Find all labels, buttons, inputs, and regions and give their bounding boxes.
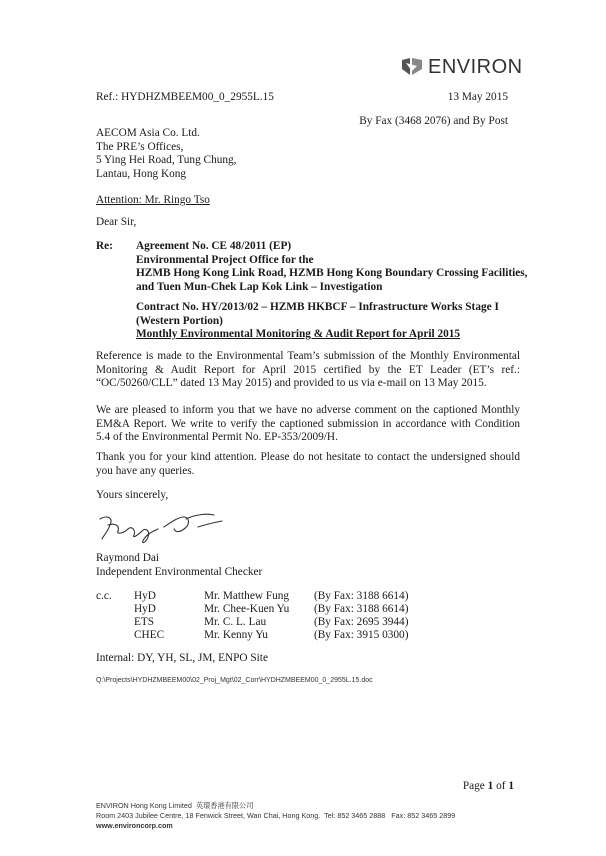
logo-text: ENVIRON (428, 55, 523, 78)
footer-company-cn: 英環香港有限公司 (195, 801, 254, 810)
footer-company: ENVIRON Hong Kong Limited (96, 801, 192, 810)
cc-fax: (By Fax: 3915 0300) (314, 629, 409, 641)
cc-org: ETS (134, 616, 155, 628)
letterhead-footer (96, 801, 455, 831)
footer-address: Room 2403 Jubilee Centre, 18 Fenwick Street, Wan Chai, Hong Kong. (96, 811, 321, 820)
salutation: Dear Sir, (96, 216, 137, 228)
cc-org: HyD (134, 603, 156, 615)
contract-subject: Monthly Environmental Monitoring & Audit Report for April 2015 (136, 328, 461, 340)
letter-date: 13 May 2015 (447, 91, 508, 103)
footer-website[interactable]: www.environcorp.com (96, 821, 173, 830)
re-label: Re: (96, 240, 113, 252)
signer-title: Independent Environmental Checker (96, 565, 263, 578)
address-line: 5 Ying Hei Road, Tung Chung, (96, 154, 237, 166)
page-label: Page (462, 780, 485, 792)
cc-name: Mr. C. L. Lau (204, 616, 267, 628)
signer-name: Raymond Dai (96, 552, 160, 564)
cc-org: CHEC (134, 629, 165, 641)
cc-fax: (By Fax: 2695 3944) (314, 616, 409, 628)
cc-name: Mr. Matthew Fung (204, 590, 290, 602)
subject-block (136, 240, 528, 294)
footer-tel: Tel: 852 3465 2888 (324, 811, 386, 820)
body-paragraph-2: We are pleased to inform you that we have no adverse comment on the captioned Monthly EM&A Report. We write to verify the captioned submission in accordance with Condition 5.4 of the Environmental Permit No. EP-353/2009/H. (96, 404, 520, 443)
cc-label: c.c. (96, 590, 112, 602)
signer-block (96, 552, 262, 579)
subject-line: and Tuen Mun-Chek Lap Kok Link – Investigation (136, 280, 383, 293)
address-line: The PRE’s Offices, (96, 140, 184, 153)
page-total: 1 (508, 780, 514, 792)
signature-image (94, 505, 234, 547)
delivery-method: By Fax (3468 2076) and By Post (359, 115, 508, 127)
footer-fax: Fax: 852 3465 2899 (391, 811, 456, 820)
body-paragraph-3: Thank you for your kind attention. Please do not hesitate to contact the undersigned should you have any queries. (96, 451, 520, 477)
subject-line: Environmental Project Office for the (136, 253, 314, 266)
attention-line: Attention: Mr. Ringo Tso (96, 194, 210, 206)
file-path: Q:\Projects\HYDHZMBEEM00\02_Proj_Mgt\02_Corr\HYDHZMBEEM00_0_2955L.15.doc (96, 677, 373, 684)
address-line: AECOM Asia Co. Ltd. (96, 127, 200, 139)
recipient-address (96, 127, 237, 181)
subject-line: HZMB Hong Kong Link Road, HZMB Hong Kong Boundary Crossing Facilities, (136, 267, 528, 279)
environ-logo-icon (400, 55, 424, 79)
cc-name: Mr. Kenny Yu (204, 629, 268, 641)
cc-name: Mr. Chee-Kuen Yu (204, 603, 290, 615)
page-number (463, 780, 514, 793)
cc-fax: (By Fax: 3188 6614) (314, 603, 409, 615)
reference-number: Ref.: HYDHZMBEEM00_0_2955L.15 (96, 91, 274, 103)
contract-line: Contract No. HY/2013/02 – HZMB HKBCF – Infrastructure Works Stage I (136, 301, 499, 313)
page-of: of (496, 780, 506, 792)
contract-line: (Western Portion) (136, 314, 223, 327)
cc-fax: (By Fax: 3188 6614) (314, 590, 409, 602)
page-current: 1 (487, 780, 494, 792)
company-logo (400, 55, 523, 79)
body-paragraph-1: Reference is made to the Environmental Team’s submission of the Monthly Environmental Monitoring & Audit Report for April 2015 certified by the ET Leader (ET’s ref.: “OC/50260/CLL” dated 13 May 2015) and provided to us via e-mail on 13 May 2015. (96, 350, 520, 389)
subject-line: Agreement No. CE 48/2011 (EP) (136, 240, 292, 252)
address-line: Lantau, Hong Kong (96, 167, 187, 180)
closing: Yours sincerely, (96, 489, 169, 501)
cc-org: HyD (134, 590, 156, 602)
contract-block (136, 301, 499, 342)
internal-distribution: Internal: DY, YH, SL, JM, ENPO Site (96, 652, 268, 664)
